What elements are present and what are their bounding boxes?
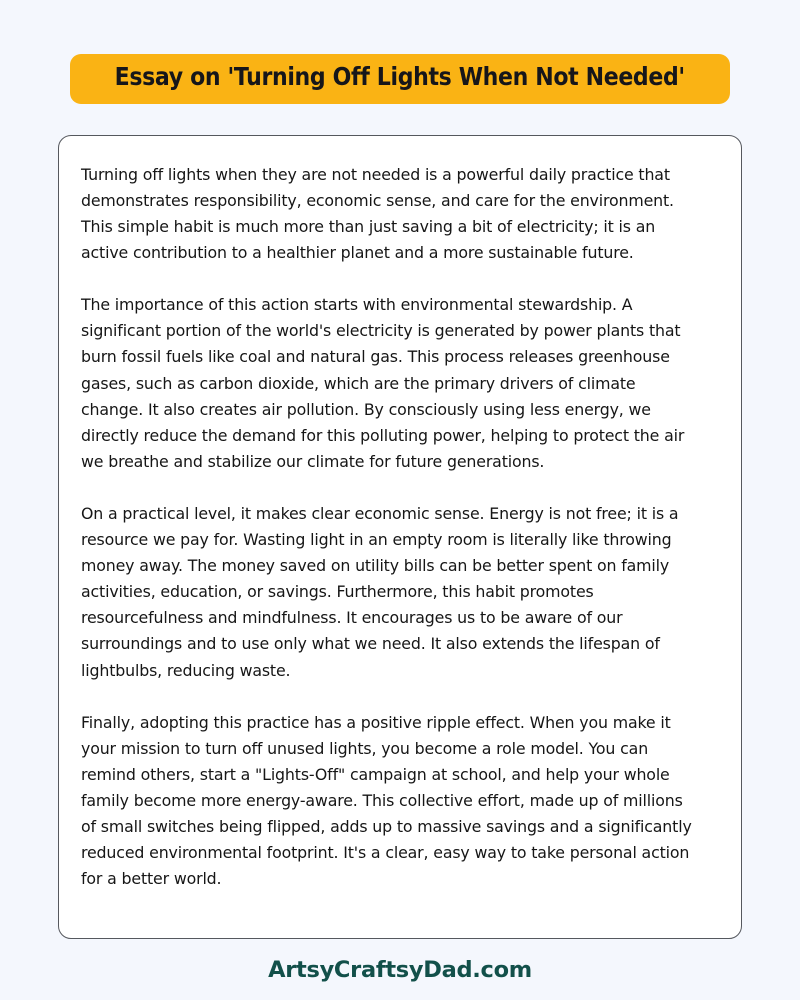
essay-paragraph: On a practical level, it makes clear economic sense. Energy is not free; it is a resource we pay for. Wasting light in an empty room is literally like throwing money away. The money saved on utility bills can be better spent on family activities, education, or savings. Furthermore, this habit promotes resourcefulness and mindfulness. It encourages us to be aware of our surroundings and to use only what we need. It also extends the lifespan of lightbulbs, reducing waste. <box>81 503 679 680</box>
page-title: Essay on 'Turning Off Lights When Not Needed' <box>114 62 686 91</box>
essay-body <box>71 162 719 892</box>
essay-card <box>58 135 742 939</box>
footer-brand: ArtsyCraftsyDad.com <box>268 957 532 983</box>
essay-paragraph: Turning off lights when they are not needed is a powerful daily practice that demonstrates responsibility, economic sense, and care for the environment. This simple habit is much more than just saving a bit of electricity; it is an active contribution to a healthier planet and a more sustainable future. <box>81 164 674 263</box>
title-banner <box>70 54 730 104</box>
essay-paragraph: The importance of this action starts with environmental stewardship. A significant portion of the world's electricity is generated by power plants that burn fossil fuels like coal and natural gas. This process releases greenhouse gases, such as carbon dioxide, which are the primary drivers of climate change. It also creates air pollution. By consciously using less energy, we directly reduce the demand for this polluting power, helping to protect the air we breathe and stabilize our climate for future generations. <box>81 295 685 471</box>
essay-paragraph: Finally, adopting this practice has a positive ripple effect. When you make it your mission to turn off unused lights, you become a role model. You can remind others, start a "Lights-Off" campaign at school, and help your whole family become more energy-aware. This collective effort, made up of millions of small switches being flipped, adds up to massive savings and a significantly reduced environmental footprint. It's a clear, easy way to take personal action for a better world. <box>81 712 692 889</box>
